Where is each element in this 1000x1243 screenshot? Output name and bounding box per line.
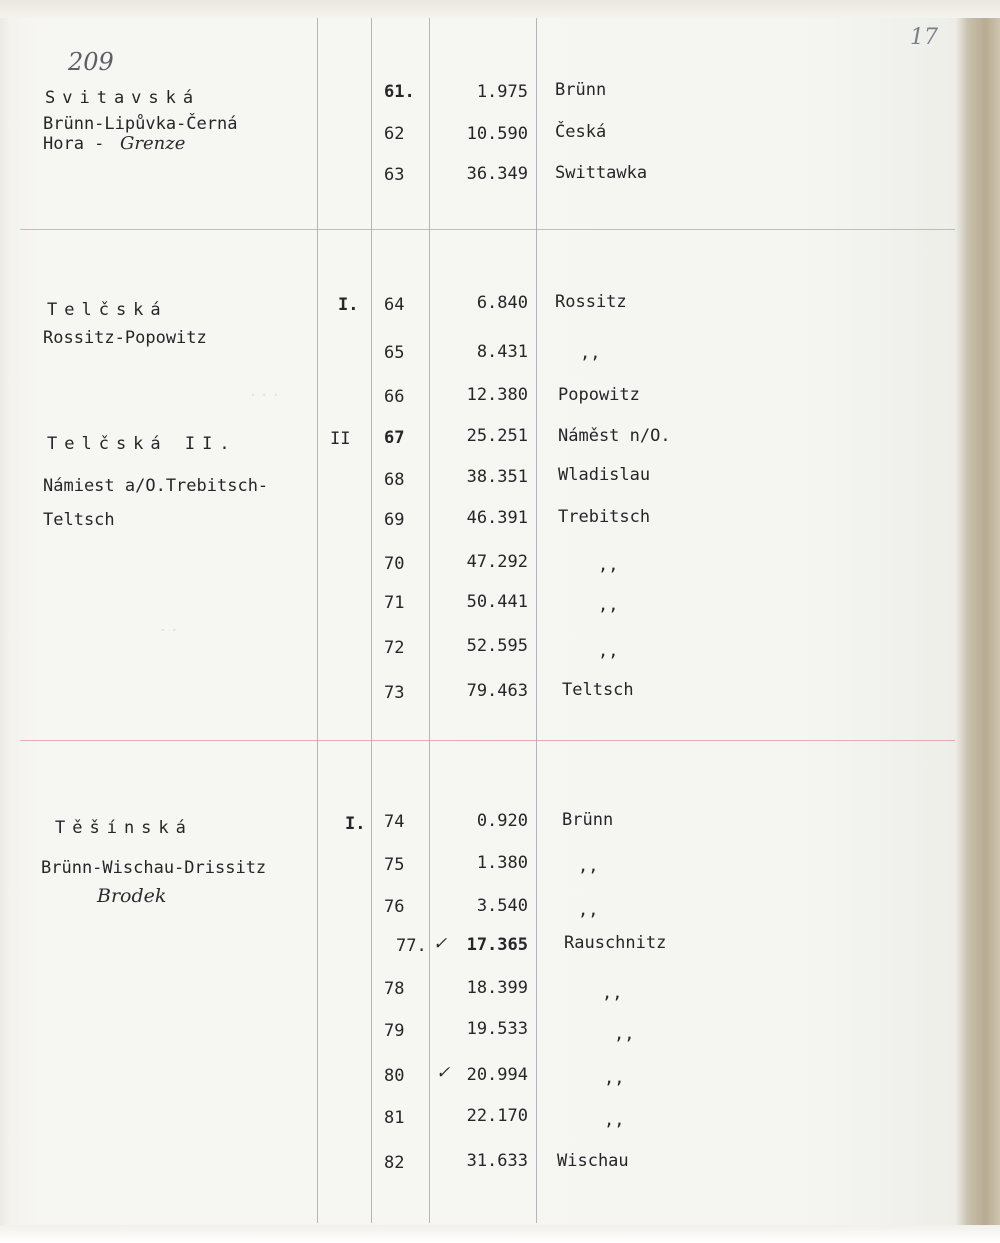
row-number: 72	[384, 638, 405, 658]
check-mark: ✓	[436, 1063, 451, 1083]
row-kilometer: 36.349	[466, 164, 528, 184]
section-divider	[20, 229, 955, 230]
row-kilometer: 22.170	[466, 1106, 528, 1126]
row-number: 63	[384, 165, 405, 185]
row-number: 64	[384, 295, 405, 315]
row-place: ,,	[604, 1110, 625, 1130]
row-kilometer: 0.920	[476, 811, 528, 831]
road-name: Telčská II.	[47, 434, 237, 454]
route-line: Brünn-Lipůvka-Černá	[43, 114, 238, 134]
row-kilometer: 38.351	[466, 467, 528, 487]
row-place: Brünn	[555, 80, 607, 100]
column-rule	[536, 18, 537, 1223]
row-number: 73	[384, 683, 405, 703]
row-kilometer: 8.431	[476, 342, 528, 362]
roman-class: II	[330, 429, 351, 449]
row-number: 65	[384, 343, 405, 363]
row-place: Wischau	[557, 1151, 629, 1171]
route-line: Námiest a/O.Trebitsch-	[43, 476, 269, 496]
page-top-edge	[0, 0, 1000, 18]
row-place: Náměst n/O.	[558, 426, 671, 446]
row-place: ,,	[602, 983, 623, 1003]
row-number: 66	[384, 387, 405, 407]
row-place: Rauschnitz	[564, 933, 667, 953]
row-number: 78	[384, 979, 405, 999]
row-kilometer: 20.994	[466, 1065, 528, 1085]
column-rule	[317, 18, 318, 1223]
route-handwritten: Grenze	[120, 133, 186, 154]
row-place: ,,	[614, 1024, 635, 1044]
route-line: Teltsch	[43, 510, 115, 530]
row-kilometer: 1.380	[476, 853, 528, 873]
row-kilometer: 25.251	[466, 426, 528, 446]
row-place: Trebitsch	[558, 507, 651, 527]
row-number: 82	[384, 1153, 405, 1173]
handwritten-corner-number: 17	[910, 25, 938, 50]
route-line: Rossitz-Popowitz	[43, 328, 207, 348]
row-number: 70	[384, 554, 405, 574]
row-number: 62	[384, 124, 405, 144]
row-kilometer: 12.380	[466, 385, 528, 405]
row-kilometer: 47.292	[466, 552, 528, 572]
road-name: Svitavská	[45, 88, 201, 108]
row-number: 71	[384, 593, 405, 613]
row-number: 81	[384, 1108, 405, 1128]
row-number: 76	[384, 897, 405, 917]
handwritten-page-mark: 209	[68, 48, 114, 76]
route-line: Hora -	[43, 134, 115, 154]
row-number: 74	[384, 812, 405, 832]
row-kilometer: 79.463	[466, 681, 528, 701]
row-number: 69	[384, 510, 405, 530]
row-place: ,,	[578, 900, 599, 920]
row-place: Teltsch	[562, 680, 634, 700]
row-place: Popowitz	[558, 385, 640, 405]
roman-class: I.	[338, 295, 359, 315]
row-number: 61.	[384, 82, 415, 102]
row-place: Wladislau	[558, 465, 651, 485]
roman-class: I.	[345, 814, 366, 834]
row-place: Rossitz	[555, 292, 627, 312]
row-number: 75	[384, 855, 405, 875]
row-number: 80	[384, 1066, 405, 1086]
page-bottom-edge	[0, 1225, 1000, 1243]
row-kilometer: 3.540	[476, 896, 528, 916]
road-name: Těšínská	[55, 818, 193, 838]
row-number: 79	[384, 1021, 405, 1041]
row-kilometer: 10.590	[466, 124, 528, 144]
row-place: ,,	[580, 343, 601, 363]
column-rule	[429, 18, 430, 1223]
row-number: 77.	[396, 936, 427, 956]
row-kilometer: 17.365	[466, 935, 528, 955]
check-mark: ✓	[433, 934, 448, 954]
row-place: Brünn	[562, 810, 614, 830]
row-kilometer: 46.391	[466, 508, 528, 528]
route-handwritten: Brodek	[97, 885, 167, 907]
row-kilometer: 19.533	[466, 1019, 528, 1039]
row-place: Swittawka	[555, 163, 648, 183]
row-kilometer: 52.595	[466, 636, 528, 656]
row-place: Česká	[555, 122, 607, 142]
row-kilometer: 6.840	[476, 293, 528, 313]
section-divider	[20, 740, 955, 741]
row-place: ,,	[578, 856, 599, 876]
route-line: Brünn-Wischau-Drissitz	[41, 858, 267, 878]
row-number: 68	[384, 470, 405, 490]
row-number: 67	[384, 428, 405, 448]
row-kilometer: 18.399	[466, 978, 528, 998]
row-kilometer: 31.633	[466, 1151, 528, 1171]
row-place: ,,	[598, 595, 619, 615]
row-place: ,,	[604, 1068, 625, 1088]
row-kilometer: 50.441	[466, 592, 528, 612]
row-place: ,,	[598, 555, 619, 575]
road-name: Telčská	[47, 300, 168, 320]
column-rule	[371, 18, 372, 1223]
bleed-through-mark: · ·	[160, 620, 178, 641]
row-kilometer: 1.975	[476, 82, 528, 102]
row-place: ,,	[598, 641, 619, 661]
bleed-through-mark: · · ·	[250, 385, 279, 406]
